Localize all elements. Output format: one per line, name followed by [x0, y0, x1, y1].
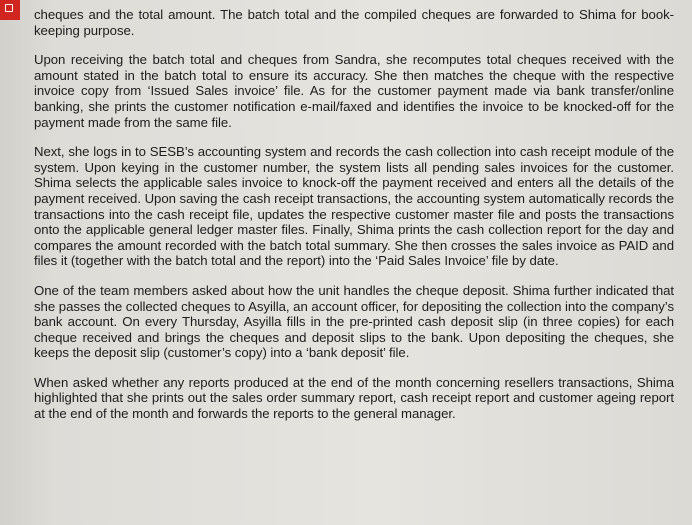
bookmark-icon — [5, 4, 13, 12]
paragraph-1: cheques and the total amount. The batch total and the compiled cheques are forwarded to Shima for book-keeping purpose. — [34, 7, 674, 38]
paragraph-5: When asked whether any reports produced at the end of the month concerning resellers transactions, Shima highlighted that she prints out the sales order summary report, cash receipt report and customer ageing report at the end of the month and forwards the reports to the general manager. — [34, 374, 674, 422]
paragraph-2: Upon receiving the batch total and cheques from Sandra, she recomputes total cheques received with the amount stated in the batch total to ensure its accuracy. She then matches the cheque with the respective invoice copy from ‘Issued Sales invoice’ file. As for the customer payment made via bank transfer/online banking, she prints the customer notification e-mail/faxed and identifies the invoice to be knocked-off for the payment made from the same file. — [34, 52, 674, 130]
paragraph-4: One of the team members asked about how the unit handles the cheque deposit. Shima further indicated that she passes the collected cheques to Asyilla, an account officer, for depositing the collection into the company’s bank account. On every Thursday, Asyilla fills in the pre-printed cash deposit slip (in three copies) for each cheque received and brings the cheques and deposit slips to the bank. Upon depositing the cheques, she keeps the deposit slip (customer’s copy) into a ‘bank deposit’ file. — [34, 282, 674, 361]
document-body — [34, 7, 674, 436]
paragraph-3: Next, she logs in to SESB’s accounting system and records the cash collection into cash receipt module of the system. Upon keying in the customer number, the system lists all pending sales invoices for the customer. Shima selects the applicable sales invoice to knock-off the payment received and enters all the details of the payment received. Upon saving the cash receipt transactions, the accounting system automatically records the transactions into the cash receipt file, updates the respective customer master file and posts the transactions onto the applicable general ledger master files. Finally, Shima prints the cash collection report for the day and compares the amount recorded with the batch total summary. She then crosses the sales invoice as PAID and files it (together with the batch total and the report) into the ‘Paid Sales Invoice’ file by date. — [34, 144, 674, 269]
corner-tab-icon — [0, 0, 20, 20]
